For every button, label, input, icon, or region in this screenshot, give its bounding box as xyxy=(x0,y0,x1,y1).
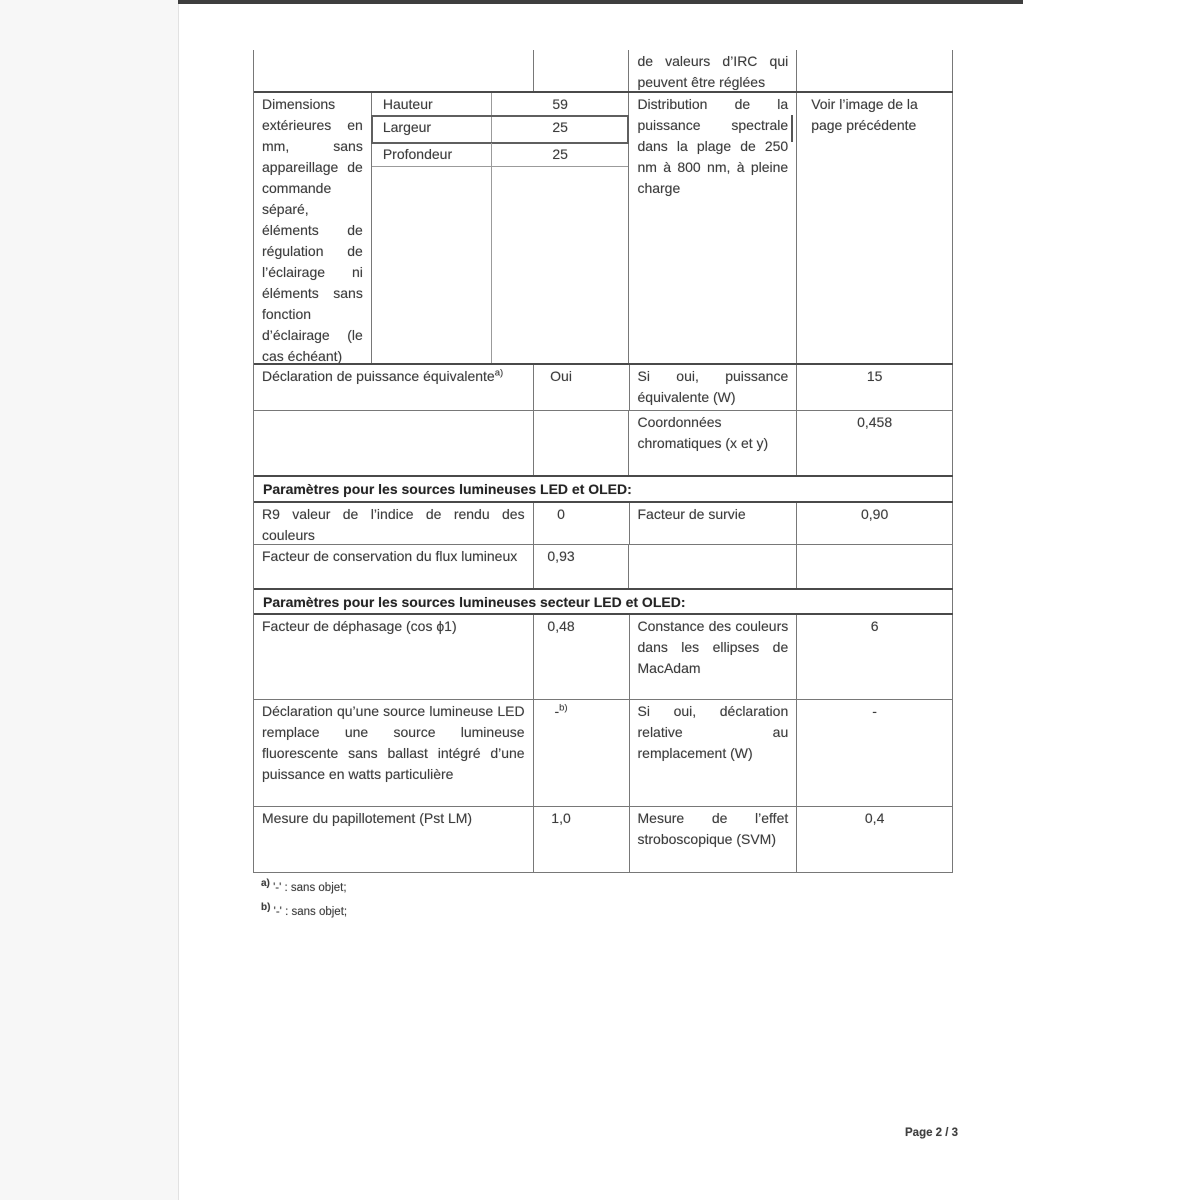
cell-empty xyxy=(797,545,953,588)
table-row-dimensions xyxy=(254,93,953,365)
table-row-replacement-declaration xyxy=(254,700,953,807)
cell-empty xyxy=(629,545,797,588)
cell-lumen-maintenance-value: 0,93 xyxy=(534,545,630,588)
table-row-chromaticity xyxy=(254,411,953,477)
scan-left-margin xyxy=(0,0,179,1200)
cell-chromaticity-label: Coordonnées chromatiques (x et y) xyxy=(629,411,797,475)
cell-param-carryover: de valeurs d’IRC qui peuvent être réglées xyxy=(629,50,797,91)
subcell-profondeur-label: Profondeur xyxy=(372,143,492,166)
spectral-distribution-text: Distribution de la puissance spectrale dans la plage de 250 nm à 800 nm, à pleine charge xyxy=(637,96,789,196)
section-header-led-oled-text: Paramètres pour les sources lumineuses LED et OLED: xyxy=(254,477,953,501)
replacement-value-text: - xyxy=(554,703,560,719)
cell-spectral-distribution xyxy=(629,93,797,363)
table-row-displacement-factor xyxy=(254,615,953,700)
footnote-a-marker: a) xyxy=(261,878,270,890)
footnote-a xyxy=(261,876,347,900)
subrow-hauteur xyxy=(372,93,629,116)
footnote-ref-b: b) xyxy=(559,702,568,714)
cell-stroboscopic-label: Mesure de l’effet stroboscopique (SVM) xyxy=(630,807,798,872)
cell-lumen-maintenance-label: Facteur de conservation du flux lumineux xyxy=(254,545,534,588)
cell-stroboscopic-value: 0,4 xyxy=(797,807,953,872)
table-row-equivalence xyxy=(254,365,953,411)
subcell-largeur-value: 25 xyxy=(552,119,568,135)
table-row-carryover xyxy=(254,50,953,93)
footnote-b-text: '-' : sans objet; xyxy=(273,906,348,918)
cell-r9-label: R9 valeur de l’indice de rendu des couleurs xyxy=(254,503,534,544)
cell-equivalence-value: Oui xyxy=(534,365,630,410)
cell-replacement-value xyxy=(534,700,630,806)
cell-see-previous-image: Voir l’image de la page précédente xyxy=(797,93,953,363)
cell-empty xyxy=(372,167,492,363)
cell-equivalent-power-label: Si oui, puissance équivalente (W) xyxy=(630,365,798,410)
subtable-filler xyxy=(372,167,629,363)
cell-survival-factor-value: 0,90 xyxy=(797,503,953,544)
section-header-mains-led-oled-text: Paramètres pour les sources lumineuses secteur LED et OLED: xyxy=(254,590,953,613)
section-header-led-oled xyxy=(254,477,953,503)
footnote-a-text: '-' : sans objet; xyxy=(273,882,347,894)
cell-flicker-value: 1,0 xyxy=(534,807,630,872)
parameters-table xyxy=(253,50,953,873)
subcell-hauteur-value: 59 xyxy=(552,96,568,112)
footnote-ref-a: a) xyxy=(494,367,504,379)
scan-top-edge-bar xyxy=(178,0,1023,4)
cell-survival-factor-label: Facteur de survie xyxy=(630,503,798,544)
equivalence-label-text: Déclaration de puissance équivalente xyxy=(262,368,495,384)
subcell-profondeur-value: 25 xyxy=(552,146,568,162)
cell-empty xyxy=(534,50,630,91)
footnote-b xyxy=(261,900,347,924)
dimensions-subtable xyxy=(372,93,630,363)
cell-chromaticity-value: 0,458 xyxy=(797,411,953,475)
table-row-r9 xyxy=(254,503,953,545)
cell-equivalence-label xyxy=(254,365,534,410)
cell-equivalent-power-value: 15 xyxy=(797,365,953,410)
cell-flicker-label: Mesure du papillotement (Pst LM) xyxy=(254,807,534,872)
subrow-largeur-selected xyxy=(372,116,629,143)
table-row-flicker xyxy=(254,807,953,873)
section-header-mains-led-oled xyxy=(254,590,953,615)
scan-cursor-artifact xyxy=(791,115,793,142)
cell-macadam-label: Constance des couleurs dans les ellipses de MacAdam xyxy=(630,615,798,699)
footnotes xyxy=(261,876,347,924)
table-row-lumen-maintenance xyxy=(254,545,953,590)
cell-empty xyxy=(254,50,534,91)
footnote-b-marker: b) xyxy=(261,902,271,914)
subcell-largeur-label: Largeur xyxy=(372,116,492,142)
subcell-hauteur-label: Hauteur xyxy=(372,93,492,115)
subrow-profondeur xyxy=(372,143,629,167)
cell-displacement-label: Facteur de déphasage (cos ϕ1) xyxy=(254,615,534,699)
cell-macadam-value: 6 xyxy=(797,615,953,699)
cell-empty xyxy=(254,411,534,475)
cell-displacement-value: 0,48 xyxy=(534,615,630,699)
cell-empty xyxy=(534,411,630,475)
cell-dimensions-label: Dimensions extérieures en mm, sans appareillage de commande séparé, éléments de régulation de l’éclairage ni éléments sans fonction d’éclairage (le cas échéant) xyxy=(254,93,372,363)
cell-replacement-wattage-value: - xyxy=(797,700,953,806)
cell-replacement-label: Déclaration qu’une source lumineuse LED remplace une source lumineuse fluorescente sans ballast intégré d’une puissance en watts particulière xyxy=(254,700,534,806)
cell-empty xyxy=(492,167,629,363)
cell-r9-value: 0 xyxy=(534,503,630,544)
cell-replacement-wattage-label: Si oui, déclaration relative au remplacement (W) xyxy=(630,700,798,806)
page-number: Page 2 / 3 xyxy=(905,1127,959,1139)
cell-empty xyxy=(797,50,953,91)
